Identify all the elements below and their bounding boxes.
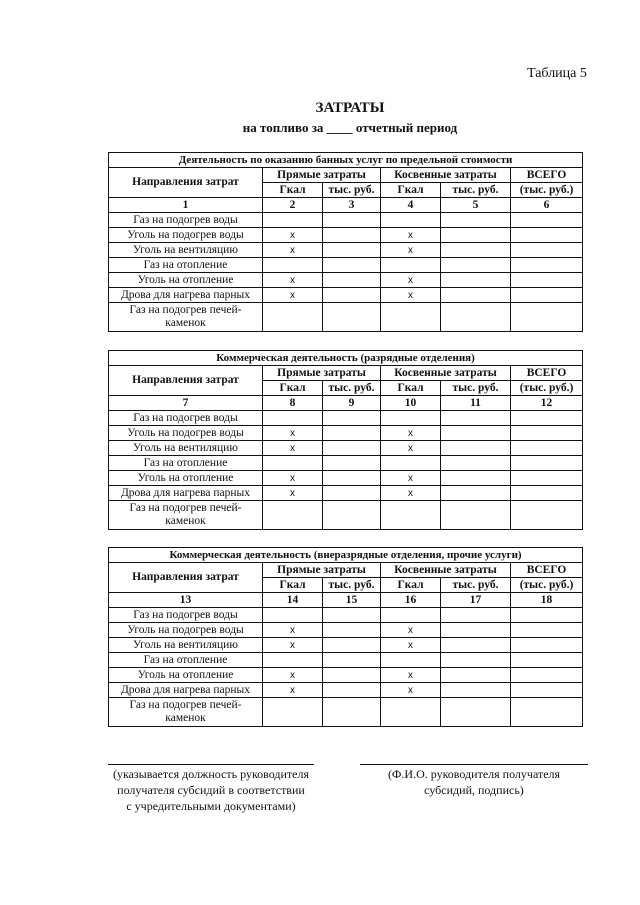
table-row [109, 258, 583, 273]
column-number: 7 [109, 396, 263, 411]
row-label: Дрова для нагрева парных [109, 683, 263, 698]
document-subtitle: на топливо за ____ отчетный период [242, 120, 458, 135]
data-cell[interactable] [511, 456, 583, 471]
na-mark: х [263, 471, 323, 486]
data-cell[interactable] [263, 213, 323, 228]
column-number: 8 [263, 396, 323, 411]
na-mark: х [263, 486, 323, 501]
data-cell[interactable] [441, 501, 511, 530]
na-mark: х [263, 668, 323, 683]
na-mark: х [263, 441, 323, 456]
data-cell[interactable] [381, 653, 441, 668]
table-row [109, 698, 583, 727]
data-cell[interactable] [511, 258, 583, 273]
cost-table-3 [108, 547, 583, 727]
data-cell[interactable] [381, 456, 441, 471]
row-label: Уголь на вентиляцию [109, 441, 263, 456]
na-mark: х [263, 273, 323, 288]
row-label: Дрова для нагрева парных [109, 486, 263, 501]
column-number: 12 [511, 396, 583, 411]
column-number: 4 [381, 198, 441, 213]
header-gcal: Гкал [381, 578, 441, 593]
data-cell[interactable] [511, 698, 583, 727]
signature-caption-name [360, 766, 588, 798]
data-cell[interactable] [323, 228, 381, 243]
table-row [109, 501, 583, 530]
data-cell[interactable] [511, 501, 583, 530]
data-cell[interactable] [441, 471, 511, 486]
data-cell[interactable] [323, 668, 381, 683]
data-cell[interactable] [263, 456, 323, 471]
data-cell[interactable] [263, 411, 323, 426]
row-label: Газ на подогрев воды [109, 213, 263, 228]
data-cell[interactable] [441, 426, 511, 441]
row-label: Газ на подогрев воды [109, 608, 263, 623]
data-cell[interactable] [511, 213, 583, 228]
row-label-line: каменок [165, 317, 206, 329]
row-label-line: Газ на подогрев печей- [129, 304, 242, 316]
column-number: 6 [511, 198, 583, 213]
data-cell[interactable] [511, 683, 583, 698]
cost-table-1 [108, 152, 583, 332]
row-label-line: каменок [165, 712, 206, 724]
data-cell[interactable] [441, 273, 511, 288]
row-label: Газ на подогрев воды [109, 411, 263, 426]
data-cell[interactable] [441, 638, 511, 653]
data-cell[interactable] [441, 303, 511, 332]
data-cell[interactable] [441, 288, 511, 303]
data-cell[interactable] [323, 243, 381, 258]
data-cell[interactable] [323, 288, 381, 303]
column-number: 14 [263, 593, 323, 608]
row-label: Уголь на подогрев воды [109, 228, 263, 243]
header-gcal: Гкал [381, 183, 441, 198]
table-row [109, 456, 583, 471]
data-cell[interactable] [441, 653, 511, 668]
na-mark: х [381, 288, 441, 303]
data-cell[interactable] [511, 623, 583, 638]
na-mark: х [263, 683, 323, 698]
header-gcal: Гкал [263, 183, 323, 198]
table-row [109, 303, 583, 332]
row-label: Уголь на подогрев воды [109, 623, 263, 638]
table-row [109, 668, 583, 683]
na-mark: х [381, 668, 441, 683]
row-label [109, 698, 263, 727]
na-mark: х [381, 243, 441, 258]
data-cell[interactable] [511, 228, 583, 243]
row-label: Уголь на отопление [109, 668, 263, 683]
table-row [109, 273, 583, 288]
row-label [109, 303, 263, 332]
data-cell[interactable] [441, 411, 511, 426]
data-cell[interactable] [323, 273, 381, 288]
data-cell[interactable] [323, 426, 381, 441]
data-cell[interactable] [323, 608, 381, 623]
data-cell[interactable] [323, 698, 381, 727]
signature-line-name[interactable] [360, 764, 588, 765]
table-row [109, 426, 583, 441]
data-cell[interactable] [441, 668, 511, 683]
data-cell[interactable] [323, 623, 381, 638]
data-cell[interactable] [323, 471, 381, 486]
data-cell[interactable] [511, 486, 583, 501]
header-indirect-costs: Косвенные затраты [381, 563, 511, 578]
caption-line: (указывается должность руководителя [112, 767, 310, 781]
caption-line: субсидий, подпись) [424, 783, 524, 797]
column-number: 2 [263, 198, 323, 213]
header-total-unit: (тыс. руб.) [511, 183, 583, 198]
data-cell[interactable] [441, 623, 511, 638]
table-row [109, 471, 583, 486]
row-label: Газ на отопление [109, 456, 263, 471]
row-label: Дрова для нагрева парных [109, 288, 263, 303]
data-cell[interactable] [441, 698, 511, 727]
column-number: 15 [323, 593, 381, 608]
table-row [109, 486, 583, 501]
na-mark: х [381, 228, 441, 243]
table-row [109, 638, 583, 653]
data-cell[interactable] [323, 683, 381, 698]
header-gcal: Гкал [263, 578, 323, 593]
row-label: Газ на отопление [109, 258, 263, 273]
na-mark: х [381, 623, 441, 638]
data-cell[interactable] [441, 228, 511, 243]
data-cell[interactable] [263, 698, 323, 727]
data-cell[interactable] [511, 608, 583, 623]
na-mark: х [381, 683, 441, 698]
data-cell[interactable] [511, 441, 583, 456]
data-cell[interactable] [323, 303, 381, 332]
data-cell[interactable] [511, 668, 583, 683]
header-direct-costs: Прямые затраты [263, 563, 381, 578]
header-total-unit: (тыс. руб.) [511, 578, 583, 593]
data-cell[interactable] [441, 608, 511, 623]
header-gcal: Гкал [381, 381, 441, 396]
data-cell[interactable] [263, 258, 323, 273]
table-number-label: Таблица 5 [527, 66, 587, 81]
header-total: ВСЕГО [511, 563, 583, 578]
data-cell[interactable] [511, 243, 583, 258]
data-cell[interactable] [441, 213, 511, 228]
header-gcal: Гкал [263, 381, 323, 396]
table-caption: Коммерческая деятельность (внеразрядные отделения, прочие услуги) [109, 548, 583, 563]
header-direction: Направления затрат [109, 366, 263, 396]
row-label-line: каменок [165, 515, 206, 527]
data-cell[interactable] [323, 213, 381, 228]
data-cell[interactable] [323, 441, 381, 456]
data-cell[interactable] [323, 653, 381, 668]
header-direction: Направления затрат [109, 563, 263, 593]
table-caption: Коммерческая деятельность (разрядные отделения) [109, 351, 583, 366]
header-rub: тыс. руб. [441, 381, 511, 396]
data-cell[interactable] [381, 501, 441, 530]
row-label: Уголь на вентиляцию [109, 243, 263, 258]
data-cell[interactable] [263, 608, 323, 623]
data-cell[interactable] [381, 258, 441, 273]
row-label-line: Газ на подогрев печей- [129, 699, 242, 711]
data-cell[interactable] [263, 501, 323, 530]
data-cell[interactable] [511, 273, 583, 288]
data-cell[interactable] [511, 303, 583, 332]
data-cell[interactable] [441, 441, 511, 456]
data-cell[interactable] [511, 471, 583, 486]
header-direction: Направления затрат [109, 168, 263, 198]
table-row [109, 411, 583, 426]
header-indirect-costs: Косвенные затраты [381, 168, 511, 183]
data-cell[interactable] [381, 608, 441, 623]
data-cell[interactable] [263, 653, 323, 668]
row-label-line: Газ на подогрев печей- [129, 502, 242, 514]
caption-line: с учредительными документами) [126, 799, 296, 813]
table-row [109, 608, 583, 623]
na-mark: х [263, 288, 323, 303]
na-mark: х [381, 441, 441, 456]
column-number: 3 [323, 198, 381, 213]
header-rub: тыс. руб. [323, 183, 381, 198]
header-direct-costs: Прямые затраты [263, 366, 381, 381]
signature-line-position[interactable] [108, 764, 314, 765]
na-mark: х [381, 273, 441, 288]
header-rub: тыс. руб. [441, 578, 511, 593]
table-row [109, 683, 583, 698]
data-cell[interactable] [511, 411, 583, 426]
data-cell[interactable] [323, 456, 381, 471]
data-cell[interactable] [511, 288, 583, 303]
header-total: ВСЕГО [511, 366, 583, 381]
header-rub: тыс. руб. [323, 381, 381, 396]
header-indirect-costs: Косвенные затраты [381, 366, 511, 381]
data-cell[interactable] [441, 456, 511, 471]
column-number: 5 [441, 198, 511, 213]
data-cell[interactable] [323, 258, 381, 273]
table-row [109, 441, 583, 456]
column-number: 9 [323, 396, 381, 411]
table-row [109, 288, 583, 303]
data-cell[interactable] [381, 213, 441, 228]
data-cell[interactable] [441, 683, 511, 698]
data-cell[interactable] [323, 411, 381, 426]
na-mark: х [263, 623, 323, 638]
na-mark: х [381, 638, 441, 653]
table-row [109, 213, 583, 228]
row-label: Газ на отопление [109, 653, 263, 668]
na-mark: х [381, 471, 441, 486]
header-rub: тыс. руб. [441, 183, 511, 198]
data-cell[interactable] [511, 638, 583, 653]
data-cell[interactable] [441, 486, 511, 501]
na-mark: х [381, 426, 441, 441]
data-cell[interactable] [511, 426, 583, 441]
table-caption: Деятельность по оказанию банных услуг по предельной стоимости [109, 153, 583, 168]
column-number: 10 [381, 396, 441, 411]
table-row [109, 653, 583, 668]
column-number: 1 [109, 198, 263, 213]
row-label: Уголь на отопление [109, 273, 263, 288]
na-mark: х [263, 638, 323, 653]
data-cell[interactable] [441, 243, 511, 258]
header-rub: тыс. руб. [323, 578, 381, 593]
column-number: 16 [381, 593, 441, 608]
table-row [109, 623, 583, 638]
row-label: Уголь на вентиляцию [109, 638, 263, 653]
data-cell[interactable] [381, 303, 441, 332]
table-row [109, 228, 583, 243]
header-total: ВСЕГО [511, 168, 583, 183]
column-number: 18 [511, 593, 583, 608]
na-mark: х [381, 486, 441, 501]
data-cell[interactable] [441, 258, 511, 273]
header-total-unit: (тыс. руб.) [511, 381, 583, 396]
data-cell[interactable] [323, 486, 381, 501]
header-direct-costs: Прямые затраты [263, 168, 381, 183]
row-label [109, 501, 263, 530]
data-cell[interactable] [263, 303, 323, 332]
data-cell[interactable] [381, 411, 441, 426]
na-mark: х [263, 426, 323, 441]
caption-line: (Ф.И.О. руководителя получателя [387, 767, 561, 781]
row-label: Уголь на отопление [109, 471, 263, 486]
data-cell[interactable] [381, 698, 441, 727]
table-row [109, 243, 583, 258]
caption-line: получателя субсидий в соответствии [117, 783, 305, 797]
data-cell[interactable] [323, 638, 381, 653]
column-number: 13 [109, 593, 263, 608]
cost-table-2 [108, 350, 583, 530]
na-mark: х [263, 243, 323, 258]
signature-caption-position [100, 766, 322, 814]
column-number: 11 [441, 396, 511, 411]
document-title: ЗАТРАТЫ [315, 100, 385, 116]
row-label: Уголь на подогрев воды [109, 426, 263, 441]
data-cell[interactable] [511, 653, 583, 668]
column-number: 17 [441, 593, 511, 608]
na-mark: х [263, 228, 323, 243]
data-cell[interactable] [323, 501, 381, 530]
